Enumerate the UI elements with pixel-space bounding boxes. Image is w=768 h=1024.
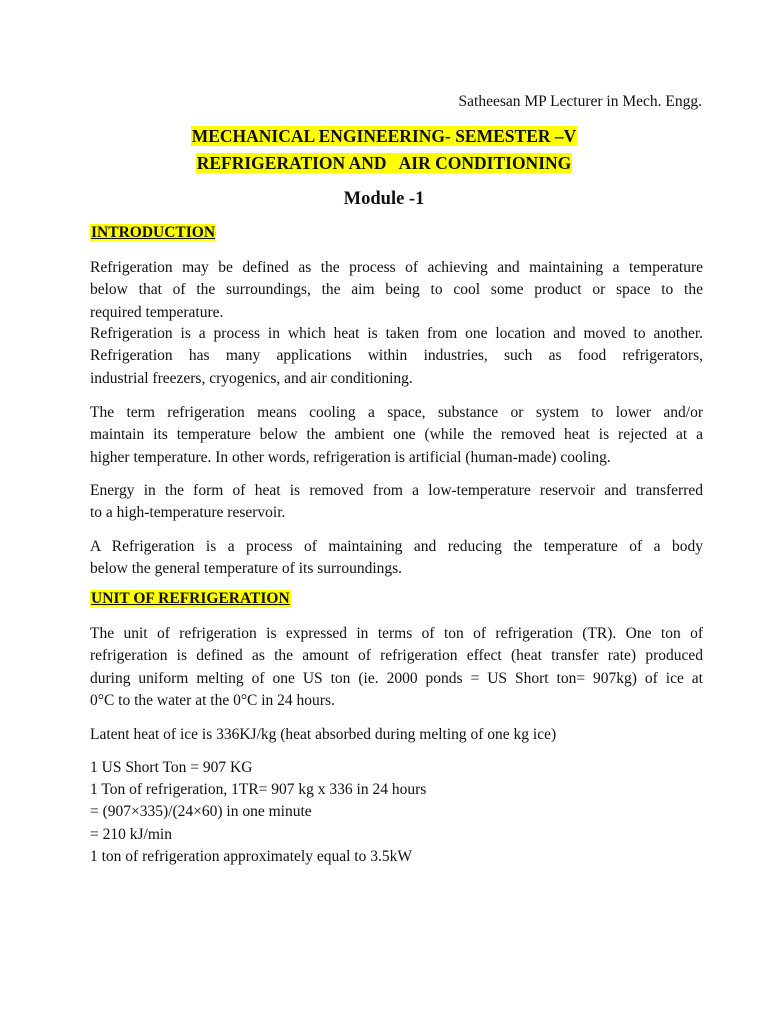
unit-paragraph-1 [90, 623, 703, 713]
intro-paragraph-3 [90, 402, 703, 469]
intro-paragraph-1 [90, 257, 703, 324]
text-line: industrial freezers, cryogenics, and air conditioning. [90, 369, 413, 387]
equation-line: = (907×335)/(24×60) in one minute [90, 803, 312, 820]
text-line: higher temperature. In other words, refrigeration is artificial (human-made) cooling. [90, 448, 611, 466]
module-title: Module -1 [343, 189, 425, 209]
text-line: The term refrigeration means cooling a space, substance or system to lower and/or [90, 404, 703, 421]
text-line: refrigeration is defined as the amount of refrigeration effect (heat transfer rate) produced [90, 647, 703, 665]
unit-heading [90, 590, 291, 608]
text-line: Refrigeration may be defined as the process of achieving and maintaining a temperature [90, 259, 703, 276]
text-line: 0°C to the water at the 0°C in 24 hours. [90, 692, 335, 710]
unit-heading-text: UNIT OF REFRIGERATION [91, 590, 290, 607]
intro-paragraph-5 [90, 536, 703, 581]
text-line: Refrigeration has many applications within industries, such as food refrigerators, [90, 347, 703, 365]
author-line: Satheesan MP Lecturer in Mech. Engg. [458, 93, 702, 110]
introduction-heading [90, 224, 216, 242]
equation-line: 1 US Short Ton = 907 KG [90, 759, 253, 776]
latent-heat-line [90, 724, 703, 746]
text-line: below the general temperature of its surroundings. [90, 560, 403, 578]
text-line: Refrigeration is a process in which heat is taken from one location and moved to another. [90, 325, 703, 342]
subject-title-text: REFRIGERATION AND AIR CONDITIONING [196, 153, 572, 173]
text-line: A Refrigeration is a process of maintaining and reducing the temperature of a body [90, 538, 703, 555]
course-title-text: MECHANICAL ENGINEERING- SEMESTER –V [191, 126, 577, 146]
text-line: to a high-temperature reservoir. [90, 504, 286, 522]
equation-line: 1 Ton of refrigeration, 1TR= 907 kg x 336 in 24 hours [90, 781, 427, 798]
text-line: maintain its temperature below the ambient one (while the removed heat is rejected at a [90, 426, 703, 444]
text-line: Energy in the form of heat is removed from a low-temperature reservoir and transferred [90, 482, 703, 499]
text-line: below that of the surroundings, the aim being to cool some product or space to the [90, 281, 703, 299]
intro-paragraph-4 [90, 480, 703, 525]
text-line: The unit of refrigeration is expressed in terms of ton of refrigeration (TR). One ton of [90, 625, 703, 642]
text-line: required temperature. [90, 303, 224, 321]
text-line: Latent heat of ice is 336KJ/kg (heat absorbed during melting of one kg ice) [90, 726, 557, 743]
introduction-heading-text: INTRODUCTION [91, 224, 216, 241]
equation-line: = 210 kJ/min [90, 826, 172, 843]
subject-title [0, 153, 768, 174]
equation-line: 1 ton of refrigeration approximately equal to 3.5kW [90, 848, 412, 865]
course-title [0, 126, 768, 147]
intro-paragraph-2 [90, 323, 703, 390]
text-line: during uniform melting of one US ton (ie. 2000 ponds = US Short ton= 907kg) of ice at [90, 669, 703, 687]
